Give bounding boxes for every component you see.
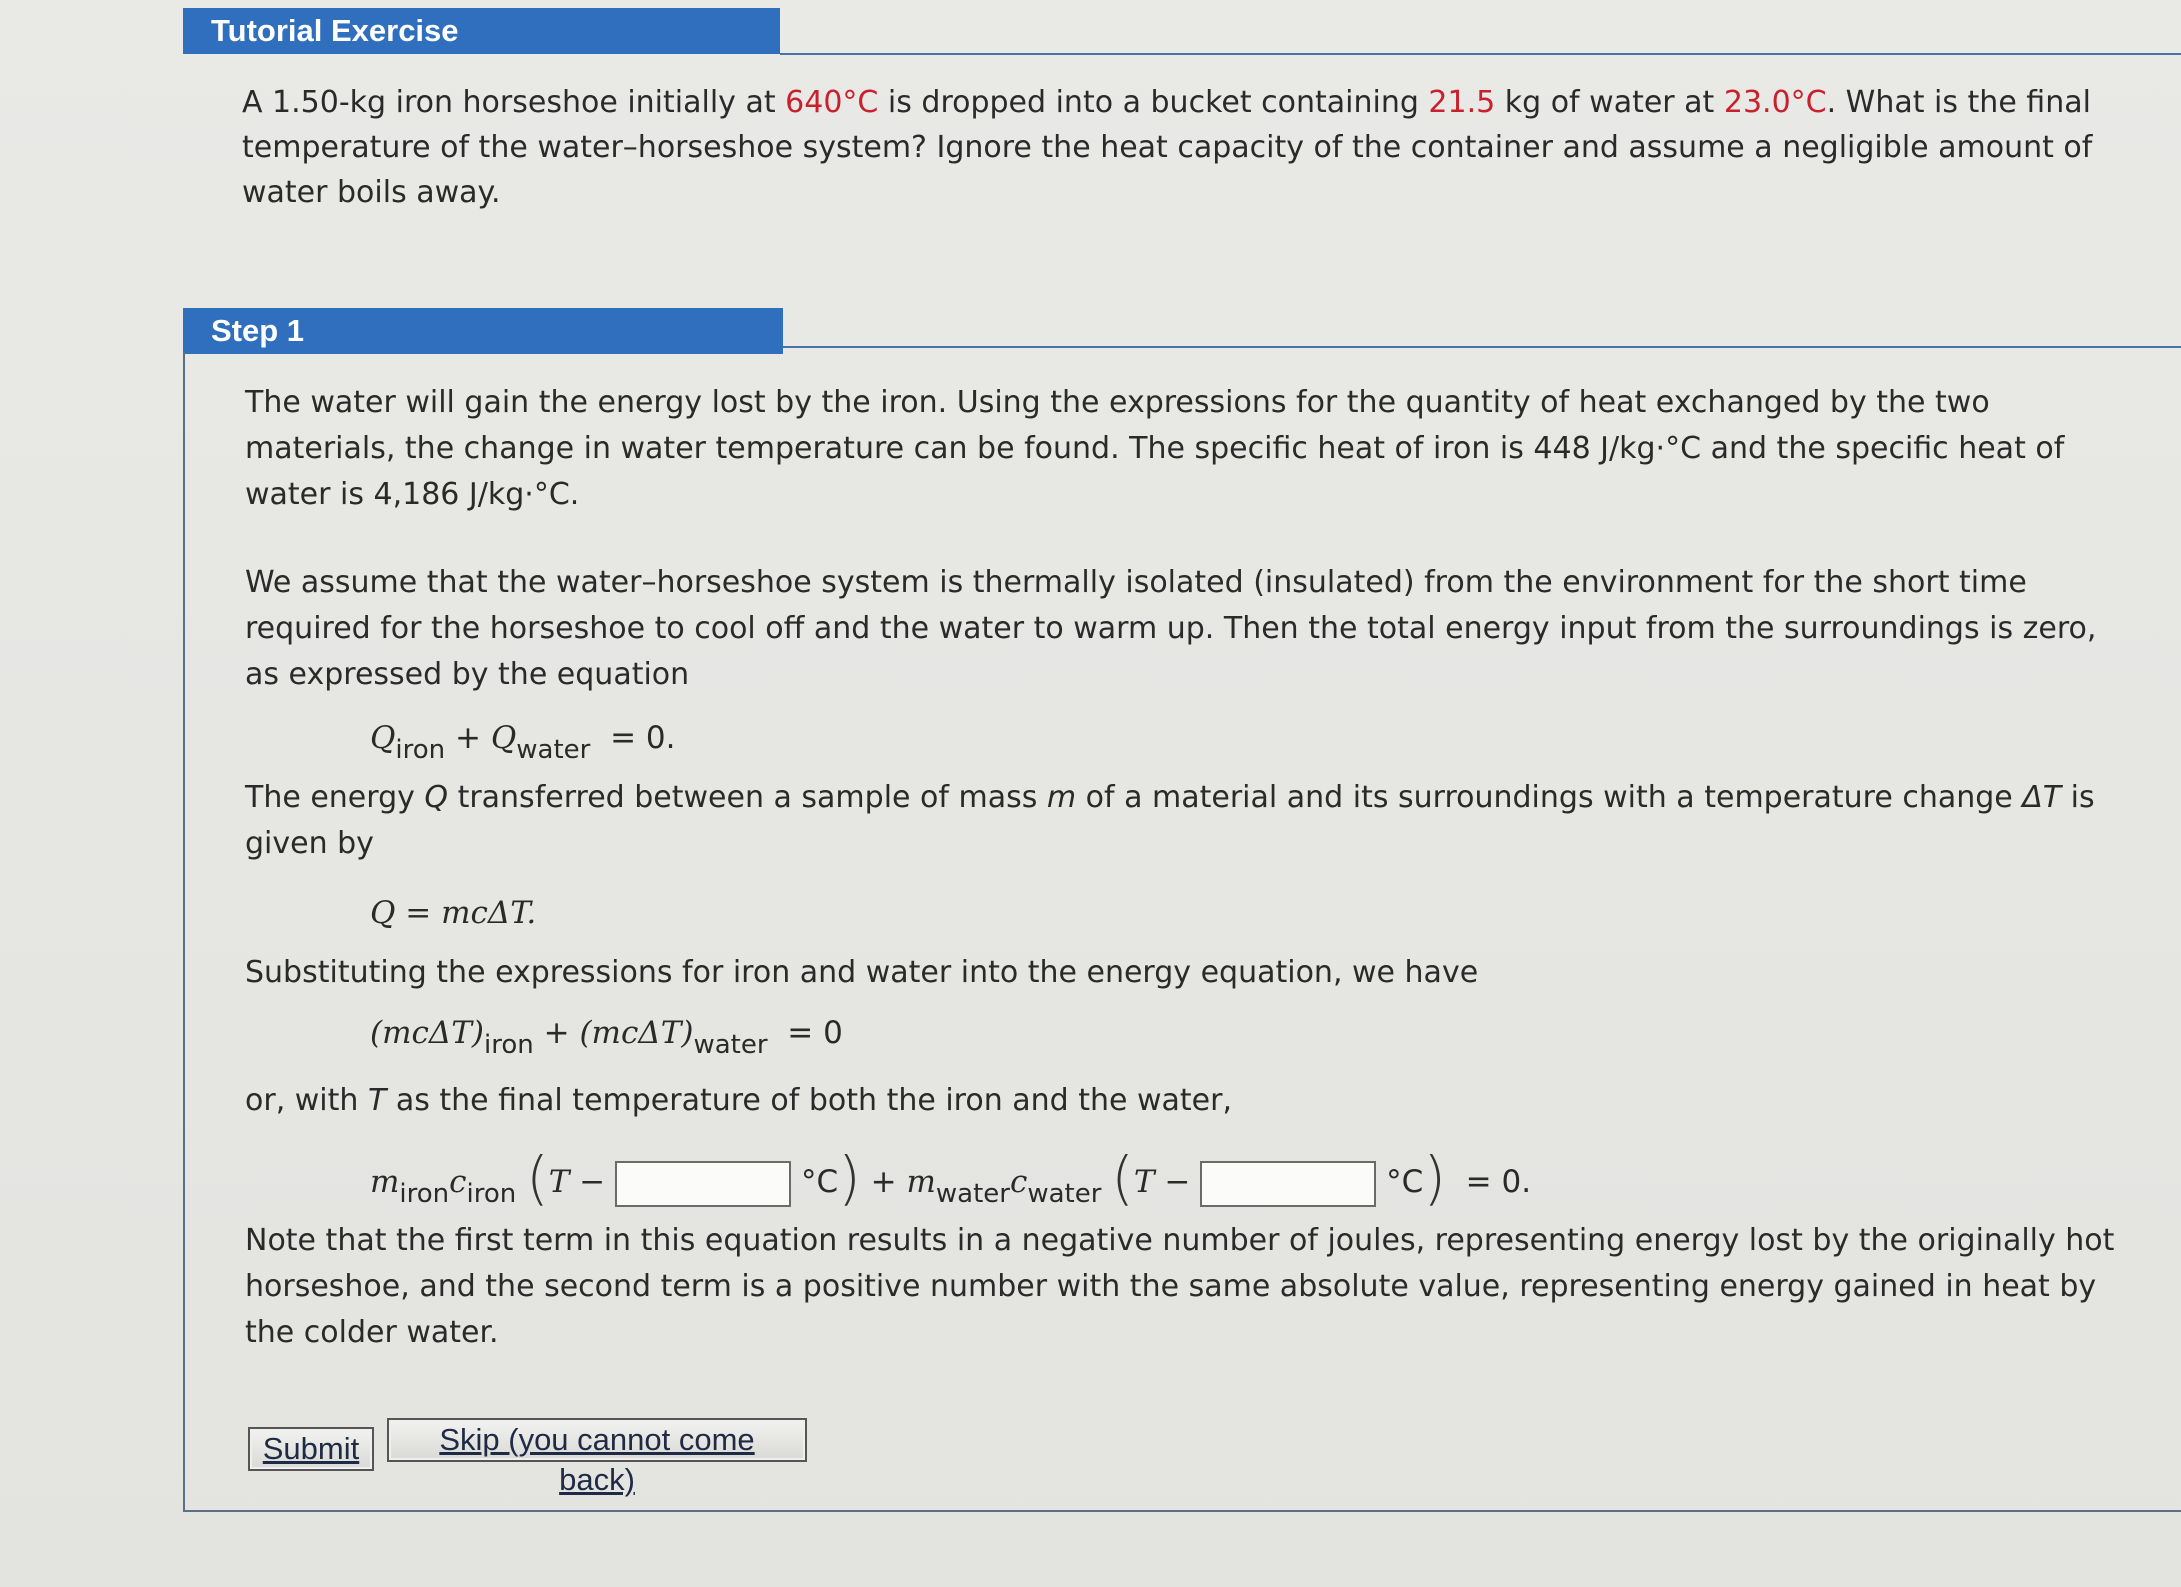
eq-operator: +: [455, 720, 481, 756]
para-symbol: Q: [424, 780, 449, 815]
para-text: The energy: [245, 780, 425, 815]
eq-t-minus: T −: [1133, 1164, 1191, 1200]
eq-subscript: iron: [395, 735, 446, 765]
eq-t-minus: T −: [548, 1164, 606, 1200]
equation-energy-balance: [370, 720, 676, 765]
eq-symbol: m: [370, 1164, 400, 1200]
problem-text: . What is the final temperature of the water–horseshoe system? Ignore the heat capacity of the container and assume a negligible amount of water boils away.: [242, 85, 2093, 210]
eq-rhs: = 0.: [1465, 1164, 1532, 1200]
eq-operator: +: [543, 1015, 570, 1051]
para-symbol: T: [367, 1083, 387, 1118]
equation-with-inputs: [370, 1138, 1532, 1212]
problem-text: is dropped into a bucket containing: [878, 85, 1429, 120]
water-mass: 21.5: [1428, 85, 1496, 120]
equation-substituted: [370, 1015, 843, 1060]
problem-statement: [242, 80, 2122, 215]
eq-symbol: Q: [490, 720, 517, 756]
close-paren: ): [1423, 1144, 1446, 1212]
eq-term: (mcΔT): [370, 1015, 485, 1051]
open-paren: (: [1111, 1144, 1134, 1212]
equation-q-mcdt: [370, 895, 536, 931]
isolation-text: We assume that the water–horseshoe system is thermally isolated (insulated) from the environment for the short time required for the horseshoe to cool off and the water to warm up. Then the total energy input from the surroundings is zero, as expressed by the equation: [245, 565, 2097, 692]
para-text: as the final temperature of both the iron and the water,: [386, 1083, 1233, 1118]
eq-symbol: c: [1009, 1164, 1028, 1200]
skip-button[interactable]: Skip (you cannot come back): [387, 1418, 807, 1462]
eq-symbol: m: [906, 1164, 936, 1200]
eq-subscript: iron: [399, 1179, 450, 1209]
initial-water-temp: 23.0°C: [1723, 85, 1827, 120]
eq-symbol: c: [449, 1164, 467, 1200]
step-header-rule: [783, 346, 2181, 348]
note-text: Note that the first term in this equation results in a negative number of joules, representing energy lost by the originally hot horseshoe, and the second term is a positive number with the same absolute value, representing energy gained in heat by the colder water.: [245, 1223, 2115, 1350]
para-text: of a material and its surroundings with a temperature change: [1076, 780, 2023, 815]
problem-text: A 1.50-kg iron horseshoe initially at: [242, 85, 786, 120]
tutorial-header-rule: [780, 53, 2181, 55]
unit-label: °C: [800, 1164, 839, 1200]
energy-transfer-text: [245, 775, 2135, 867]
para-text: or, with: [245, 1083, 368, 1118]
initial-iron-temp: 640°C: [785, 85, 879, 120]
eq-subscript: water: [1027, 1179, 1102, 1209]
unit-label: °C: [1386, 1164, 1424, 1200]
eq-rhs: = 0.: [610, 720, 676, 756]
eq-term: (mcΔT): [579, 1015, 694, 1051]
eq-operator: +: [870, 1164, 897, 1200]
step-header: [183, 308, 783, 354]
open-paren: (: [526, 1144, 549, 1212]
eq-subscript: water: [516, 735, 591, 765]
eq-subscript: water: [935, 1179, 1010, 1209]
para-text: transferred between a sample of mass: [448, 780, 1047, 815]
tutorial-header-label: Tutorial Exercise: [211, 13, 459, 48]
water-initial-temp-input[interactable]: [1200, 1161, 1376, 1207]
close-paren: ): [838, 1144, 861, 1212]
eq-subscript: iron: [466, 1179, 517, 1209]
eq-rhs: = 0: [787, 1015, 843, 1051]
eq-expression: Q = mcΔT.: [370, 895, 537, 931]
para-symbol: m: [1046, 780, 1077, 815]
para-symbol: ΔT: [2022, 780, 2062, 815]
eq-subscript: iron: [484, 1030, 534, 1060]
substitution-text: Substituting the expressions for iron and water into the energy equation, we have: [245, 955, 1479, 990]
eq-subscript: water: [693, 1030, 768, 1060]
iron-initial-temp-input[interactable]: [615, 1161, 791, 1207]
tutorial-header: [183, 8, 780, 54]
step-intro-text: The water will gain the energy lost by the iron. Using the expressions for the quantity of heat exchanged by the two materials, the change in water temperature can be found. The specific heat of iron is 448 J/kg·°C and the specific heat of water is 4,186 J/kg·°C.: [245, 385, 2065, 512]
final-temp-text: [245, 1078, 2045, 1124]
step-header-label: Step 1: [211, 313, 305, 348]
para-text: is given by: [245, 780, 2095, 861]
problem-text: kg of water at: [1495, 85, 1724, 120]
eq-symbol: Q: [370, 720, 396, 756]
submit-button[interactable]: Submit: [248, 1427, 374, 1471]
